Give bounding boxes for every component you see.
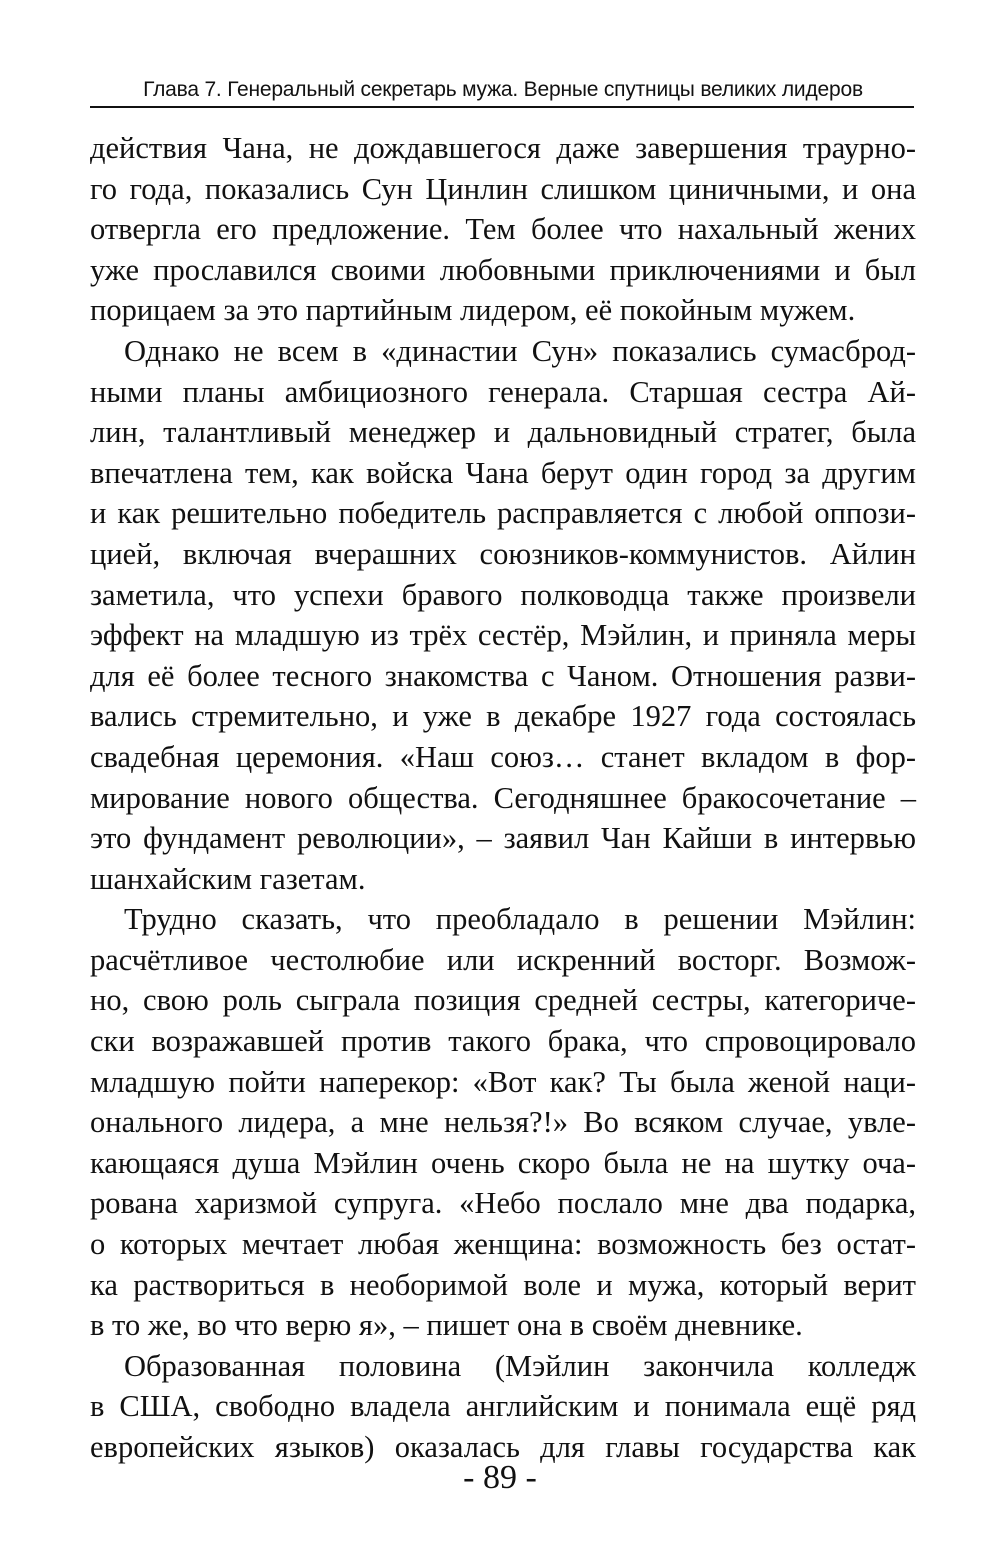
page-number: - 89 - xyxy=(463,1459,537,1496)
page-body xyxy=(90,128,916,1468)
text-line: младшую пойти наперекор: «Вот как? Ты была женой наци- xyxy=(90,1064,916,1099)
text-line: вались стремительно, и уже в декабре 1927 года состоялась xyxy=(90,699,916,734)
text-line: цией, включая вчерашних союзников-коммунистов. Айлин xyxy=(90,536,916,571)
text-line: в США, свободно владела английским и понимала ещё ряд xyxy=(90,1389,916,1424)
paragraph xyxy=(90,1346,916,1468)
text-line: европейских языков) оказалась для главы государства как xyxy=(90,1430,916,1464)
running-head: Глава 7. Генеральный секретарь мужа. Верные спутницы великих лидеров xyxy=(143,78,863,101)
text-line: о которых мечтает любая женщина: возможность без остат- xyxy=(90,1227,916,1262)
text-line: для её более тесного знакомства с Чаном. Отношения разви- xyxy=(90,658,916,693)
text-line: действия Чана, не дождавшегося даже завершения траурно- xyxy=(90,131,916,165)
text-line: это фундамент революции», – заявил Чан Кайши в интервью xyxy=(90,821,916,856)
text-line: ка раствориться в необоримой воле и мужа, который верит xyxy=(90,1267,916,1302)
text-line: шанхайским газетам. xyxy=(90,861,366,896)
paragraph xyxy=(90,128,916,331)
text-line: в то же, во что верю я», – пишет она в своём дневнике. xyxy=(90,1308,803,1343)
text-line: но, свою роль сыграла позиция средней сестры, категориче- xyxy=(90,983,916,1018)
text-line: Образованная половина (Мэйлин закончила колледж xyxy=(124,1348,916,1383)
text-line: свадебная церемония. «Наш союз… станет вкладом в фор- xyxy=(90,739,916,774)
text-line: уже прославился своими любовными приключениями и был xyxy=(90,252,916,287)
text-line: Трудно сказать, что преобладало в решении Мэйлин: xyxy=(124,902,916,937)
text-line: рована харизмой супруга. «Небо послало мне два подарка, xyxy=(90,1186,916,1221)
text-line: онального лидера, а мне нельзя?!» Во всяком случае, увле- xyxy=(90,1105,916,1140)
text-line: заметила, что успехи бравого полководца также произвели xyxy=(90,577,916,612)
paragraph xyxy=(90,899,916,1346)
text-line: ски возражавшей против такого брака, что спровоцировало xyxy=(90,1024,916,1059)
text-line: го года, показались Сун Цинлин слишком циничными, и она xyxy=(90,171,916,206)
text-line: Однако не всем в «династии Сун» показались сумасброд- xyxy=(124,333,916,368)
text-line: лин, талантливый менеджер и дальновидный стратег, была xyxy=(90,415,916,450)
text-line: ными планы амбициозного генерала. Старшая сестра Ай- xyxy=(90,374,916,409)
text-line: впечатлена тем, как войска Чана берут один город за другим xyxy=(90,455,916,490)
paragraph xyxy=(90,331,916,899)
text-line: и как решительно победитель расправляется с любой оппози- xyxy=(90,496,916,531)
text-line: мирование нового общества. Сегодняшнее бракосочетание – xyxy=(90,780,916,815)
text-line: эффект на младшую из трёх сестёр, Мэйлин, и приняла меры xyxy=(90,618,916,653)
text-line: кающаяся душа Мэйлин очень скоро была не на шутку оча- xyxy=(90,1145,916,1180)
text-line: порицаем за это партийным лидером, её покойным мужем. xyxy=(90,293,856,328)
text-line: расчётливое честолюбие или искренний восторг. Возмож- xyxy=(90,942,916,977)
text-line: отвергла его предложение. Тем более что нахальный жених xyxy=(90,212,916,247)
header-rule xyxy=(90,106,914,108)
